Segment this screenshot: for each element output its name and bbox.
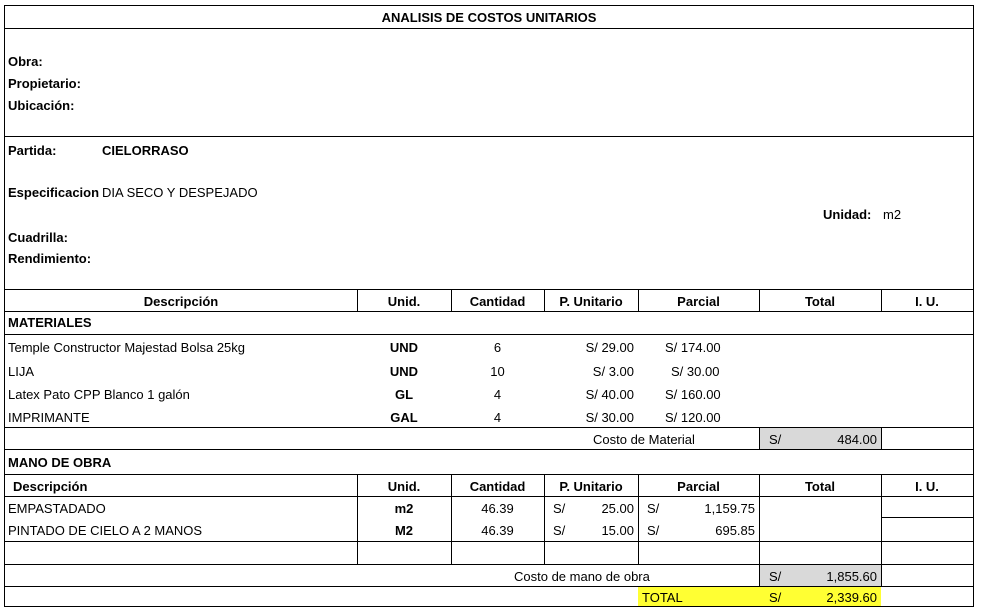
grand-total-currency: S/ [769,590,782,605]
material-subtotal-currency: S/ [769,432,782,447]
divider [5,28,973,29]
mano-obra-subtotal-label: Costo de mano de obra [514,569,650,584]
unidad-label: Unidad: [823,207,872,222]
grand-total-value: 2,339.60 [826,590,877,605]
header-iu: I. U. [915,479,939,494]
sheet-title: ANALISIS DE COSTOS UNITARIOS [381,10,597,25]
divider [5,541,973,542]
row-cantidad: 10 [490,364,505,379]
header-p-unitario: P. Unitario [559,479,623,494]
partida-value: CIELORRASO [102,143,189,158]
row-parcial: S/ 174.00 [665,340,721,355]
col-divider [881,496,882,564]
divider [5,311,973,312]
row-pu-currency: S/ [553,523,566,538]
cost-sheet [4,5,974,607]
header-cantidad: Cantidad [469,479,526,494]
row-p-unitario: S/ 40.00 [585,387,634,402]
header-cantidad: Cantidad [469,294,526,309]
header-descripcion: Descripción [143,294,219,309]
header-descripcion: Descripción [13,479,88,494]
mano-obra-section-label: MANO DE OBRA [8,455,112,470]
divider [5,449,973,450]
partida-label: Partida: [8,143,57,158]
divider [5,289,973,290]
row-cantidad: 46.39 [481,501,514,516]
col-divider [881,564,882,586]
row-parcial: S/ 30.00 [671,364,720,379]
unidad-value: m2 [883,207,902,222]
rendimiento-label: Rendimiento: [8,251,92,266]
header-p-unitario: P. Unitario [559,294,623,309]
col-divider [759,564,760,586]
header-total: Total [804,479,836,494]
cuadrilla-label: Cuadrilla: [8,230,68,245]
row-p-unitario: S/ 30.00 [585,410,634,425]
col-divider [759,427,760,449]
row-cantidad: 4 [493,410,502,425]
header-unid: Unid. [387,294,421,309]
row-unid: UND [389,340,419,355]
mano-obra-subtotal-currency: S/ [769,569,782,584]
row-parcial-value: 695.85 [715,523,755,538]
row-pu-currency: S/ [553,501,566,516]
material-subtotal-value: 484.00 [837,432,877,447]
obra-label: Obra: [8,54,43,69]
row-parcial-currency: S/ [647,501,660,516]
row-cantidad: 4 [493,387,502,402]
row-unid: GL [394,387,414,402]
ubicacion-label: Ubicación: [8,98,75,113]
row-p-unitario: S/ 3.00 [592,364,634,379]
especificacion-label: Especificacion [8,185,100,200]
row-parcial: S/ 120.00 [665,410,721,425]
mano-obra-subtotal-value: 1,855.60 [826,569,877,584]
header-unid: Unid. [387,479,421,494]
row-descripcion: PINTADO DE CIELO A 2 MANOS [8,523,203,538]
row-descripcion: IMPRIMANTE [8,410,90,425]
grand-total-label: TOTAL [642,590,683,605]
propietario-label: Propietario: [8,76,81,91]
row-parcial-currency: S/ [647,523,660,538]
row-parcial-value: 1,159.75 [704,501,755,516]
row-unid: GAL [390,410,418,425]
row-pu-value: 25.00 [601,501,634,516]
header-parcial: Parcial [677,479,720,494]
row-descripcion: Latex Pato CPP Blanco 1 galón [8,387,190,402]
header-iu: I. U. [915,294,939,309]
col-divider [638,496,639,564]
material-subtotal-label: Costo de Material [593,432,695,447]
divider [5,334,973,335]
row-cantidad: 6 [493,340,502,355]
row-descripcion: LIJA [8,364,35,379]
divider [5,136,973,137]
col-divider [544,496,545,564]
col-divider [759,496,760,564]
divider [5,496,973,497]
divider [881,517,973,518]
header-total: Total [804,294,836,309]
row-descripcion: Temple Constructor Majestad Bolsa 25kg [8,340,246,355]
col-divider [881,427,882,449]
divider [5,474,973,475]
especificacion-value: DIA SECO Y DESPEJADO [102,185,258,200]
materiales-section-label: MATERIALES [8,315,92,330]
row-parcial: S/ 160.00 [665,387,721,402]
row-unid: UND [389,364,419,379]
row-unid: M2 [394,523,414,538]
header-parcial: Parcial [677,294,720,309]
row-p-unitario: S/ 29.00 [585,340,634,355]
row-descripcion: EMPASTADADO [8,501,106,516]
row-cantidad: 46.39 [481,523,514,538]
row-unid: m2 [394,501,414,516]
row-pu-value: 15.00 [601,523,634,538]
